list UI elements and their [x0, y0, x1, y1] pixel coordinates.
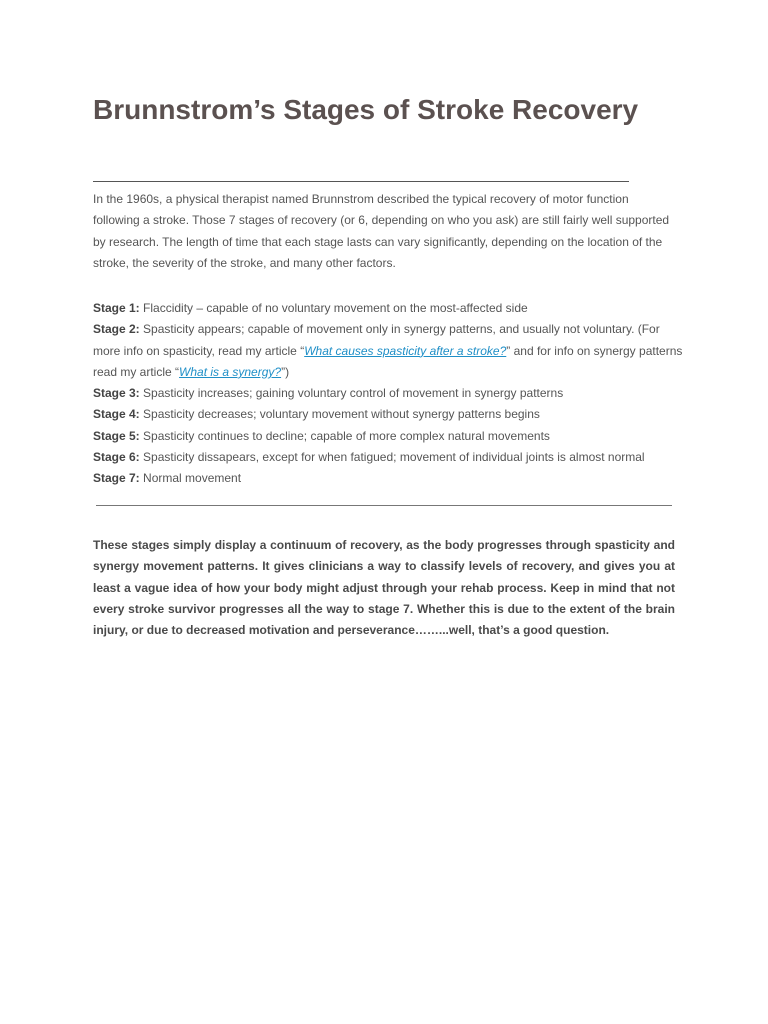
title-divider — [93, 181, 629, 182]
stage-text: ” and for info on synergy patterns read my article “ — [93, 343, 683, 379]
stage-label: Stage 1: — [93, 301, 140, 315]
stage-label: Stage 7: — [93, 471, 140, 486]
stage-text: Flaccidity – capable of no voluntary movement on the most-affected side — [139, 301, 528, 315]
stage-text: Spasticity continues to decline; capable of more complex natural movements — [139, 428, 550, 443]
stage-text: ”) — [281, 364, 290, 379]
stage-label: Stage 6: — [93, 450, 140, 465]
stage-label: Stage 5: — [93, 428, 140, 443]
page-title: Brunnstrom’s Stages of Stroke Recovery — [93, 94, 639, 125]
stage-label: Stage 3: — [93, 386, 140, 401]
synergy-article-link[interactable]: What is a synergy? — [179, 364, 282, 379]
stage-item — [93, 319, 683, 383]
section-divider — [96, 505, 672, 506]
stage-label: Stage 4: — [93, 407, 140, 422]
stage-item — [93, 447, 683, 468]
intro-paragraph: In the 1960s, a physical therapist named Brunnstrom described the typical recovery of motor function following a stroke. Those 7 stages of recovery (or 6, depending on who you ask) are still fairly well supported by research. The length of time that each stage lasts can vary significantly, depending on the location of the stroke, the severity of the stroke, and many other factors. — [93, 192, 670, 270]
stage-text: Spasticity increases; gaining voluntary control of movement in synergy patterns — [139, 386, 564, 401]
stage-item — [93, 468, 683, 489]
stage-item — [93, 298, 683, 319]
stage-item — [93, 404, 683, 425]
stage-text: Spasticity decreases; voluntary movement without synergy patterns begins — [139, 407, 540, 422]
stage-text: Spasticity dissapears, except for when fatigued; movement of individual joints is almost normal — [139, 450, 645, 465]
stages-list — [93, 298, 683, 490]
stage-item — [93, 426, 683, 447]
summary-paragraph: These stages simply display a continuum of recovery, as the body progresses through spasticity and synergy movement patterns. It gives clinicians a way to classify levels of recovery, and gives you at least a vague idea of how your body might adjust through your rehab process. Keep in mind that not every stroke survivor progresses all the way to stage 7. Whether this is due to the extent of the brain injury, or due to decreased motivation and perseverance……...well, that’s a good question. — [93, 538, 675, 638]
stage-item — [93, 383, 683, 404]
stage-text: Spasticity appears; capable of movement only in synergy patterns, and usually not voluntary. (For more info on spasticity, read my article “ — [93, 322, 660, 358]
spasticity-article-link[interactable]: What causes spasticity after a stroke? — [304, 343, 507, 358]
stage-text: Normal movement — [139, 471, 242, 486]
stage-label: Stage 2: — [93, 322, 140, 337]
